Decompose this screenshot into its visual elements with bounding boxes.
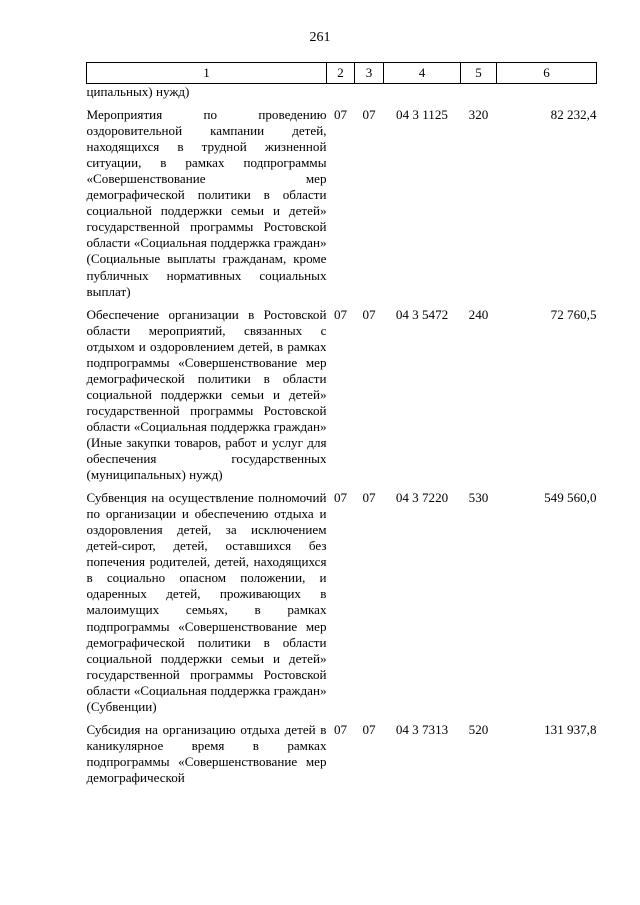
row-description: Мероприятия по проведению оздоровительной кампании детей, находящихся в трудной жизненной ситуации, в рамках подпрограммы «Совершенствование мер демографической политики в области социальной поддержки семьи и детей» государственной программы Ростовской области «Социальная поддержка граждан» (Социальные выплаты гражданам, кроме публичных нормативных социальных выплат) bbox=[86, 107, 327, 299]
row-expense-type: 530 bbox=[468, 490, 489, 506]
row-amount: 549 560,0 bbox=[544, 490, 597, 506]
row-target-article: 04 3 1125 bbox=[396, 107, 448, 123]
row-amount: 131 937,8 bbox=[544, 721, 597, 737]
budget-table bbox=[86, 62, 597, 786]
continuation-text: ципальных) нужд) bbox=[86, 84, 190, 99]
row-target-article: 04 3 7313 bbox=[395, 721, 449, 737]
row-target-article: 04 3 7220 bbox=[395, 490, 449, 506]
row-section-code: 07 bbox=[333, 306, 348, 322]
page-number: 261 bbox=[309, 30, 331, 45]
row-description: Субвенция на осуществление полномочий по организации и обеспечению отдыха и оздоровления детей, за исключением детей-сирот, детей, оставшихся без попечения родителей, детей, находящихся в социально опасном положении, и одаренных детей, проживающих в малоимущих семьях, в рамках подпрограммы «Совершенствование мер демографической политики в области социальной поддержки семьи и детей» государственной программы Ростовской области «Социальная поддержка граждан» (Субвенции) bbox=[86, 490, 327, 714]
header-col-5: 5 bbox=[461, 63, 497, 84]
header-col-3: 3 bbox=[355, 63, 384, 84]
row-section-code: 07 bbox=[333, 107, 348, 123]
row-section-code: 07 bbox=[333, 490, 348, 506]
row-expense-type: 520 bbox=[468, 721, 489, 737]
header-col-1: 1 bbox=[87, 63, 327, 84]
row-description: Субсидия на организацию отдыха детей в каникулярное время в рамках подпрограммы «Совершенствование мер демографической bbox=[86, 721, 327, 785]
row-subsection-code: 07 bbox=[362, 306, 376, 322]
row-expense-type: 320 bbox=[468, 107, 489, 123]
row-description: Обеспечение организации в Ростовской области мероприятий, связанных с отдыхом и оздоровлением детей, в рамках подпрограммы «Совершенствование мер демографической политики в области социальной поддержки семьи и детей» государственной программы Ростовской области «Социальная поддержка граждан» (Иные закупки товаров, работ и услуг для обеспечения государственных (муниципальных) нужд) bbox=[86, 306, 327, 483]
table-header-row bbox=[87, 63, 597, 84]
table-row bbox=[87, 483, 597, 715]
header-col-6: 6 bbox=[497, 63, 597, 84]
row-subsection-code: 07 bbox=[362, 107, 376, 123]
row-section-code: 07 bbox=[333, 721, 348, 737]
table-row bbox=[87, 715, 597, 786]
row-expense-type: 240 bbox=[468, 306, 489, 322]
row-target-article: 04 3 5472 bbox=[395, 306, 449, 322]
row-subsection-code: 07 bbox=[362, 490, 376, 506]
table-row bbox=[87, 100, 597, 300]
table-row-continuation bbox=[87, 84, 597, 101]
row-amount: 82 232,4 bbox=[550, 107, 597, 123]
row-subsection-code: 07 bbox=[362, 721, 376, 737]
table-row bbox=[87, 300, 597, 484]
row-amount: 72 760,5 bbox=[550, 306, 597, 322]
header-col-2: 2 bbox=[327, 63, 355, 84]
header-col-4: 4 bbox=[384, 63, 461, 84]
